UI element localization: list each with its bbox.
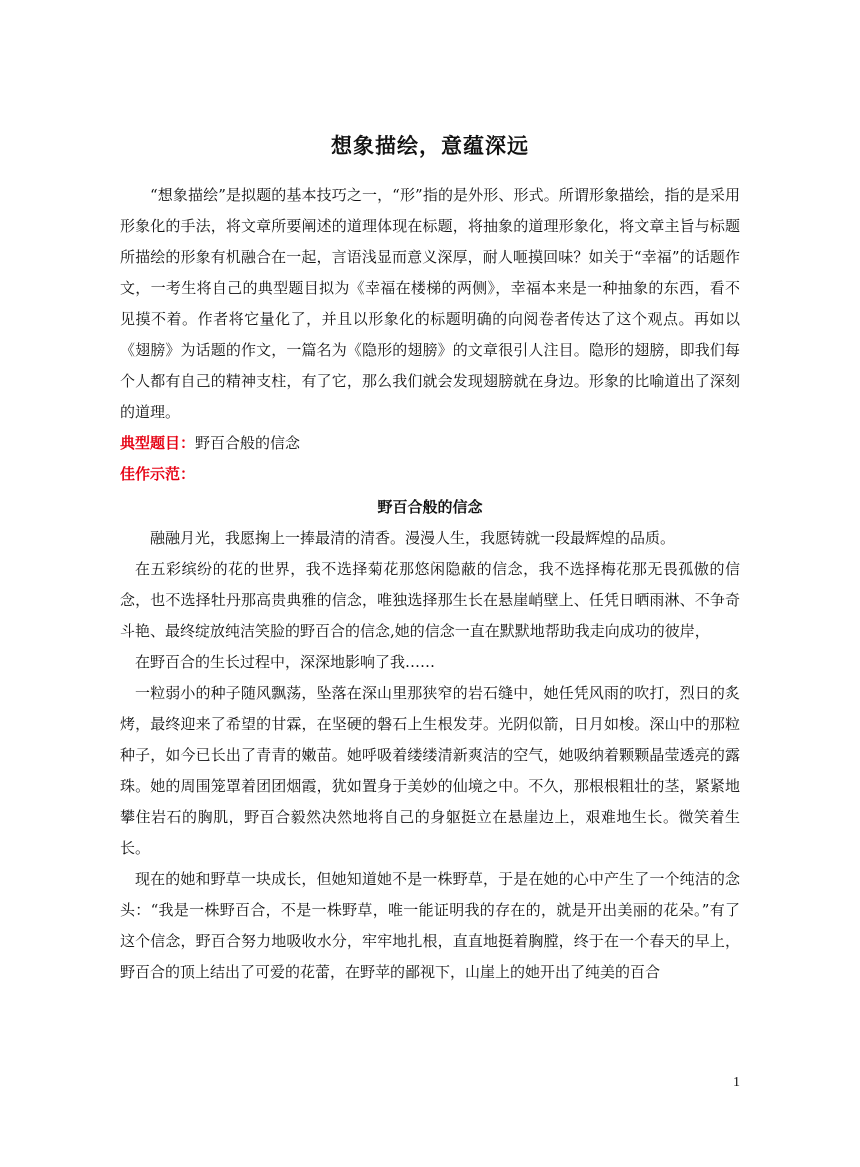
- essay-paragraph-2: 在五彩缤纷的花的世界，我不选择菊花那悠闲隐蔽的信念，我不选择梅花那无畏孤傲的信念，也不选择牡丹那高贵典雅的信念，唯独选择那生长在悬崖峭壁上、任凭日晒雨淋、不争奇斗艳、最终绽放纯洁笑脸的野百合的信念,她的信念一直在默默地帮助我走向成功的彼岸，: [120, 560, 740, 640]
- page-title: 想象描绘，意蕴深远: [331, 134, 529, 158]
- example-label: 佳作示范：: [120, 465, 196, 483]
- typical-topic-label: 典型题目：: [120, 434, 196, 452]
- document-body: [120, 128, 740, 988]
- intro-paragraph: “想象描绘”是拟题的基本技巧之一，“形”指的是外形、形式。所谓形象描绘，指的是采用形象化的手法，将文章所要阐述的道理体现在标题，将抽象的道理形象化，将文章主旨与标题所描绘的形象有机融合在一起，言语浅显而意义深厚，耐人咂摸回味？如关于“幸福”的话题作文，一考生将自己的典型题目拟为《幸福在楼梯的两侧》，幸福本来是一种抽象的东西，看不见摸不着。作者将它量化了，并且以形象化的标题明确的向阅卷者传达了这个观点。再如以《翅膀》为话题的作文，一篇名为《隐形的翅膀》的文章很引人注目。隐形的翅膀，即我们每个人都有自己的精神支柱，有了它，那么我们就会发现翅膀就在身边。形象的比喻道出了深刻的道理。: [120, 186, 740, 421]
- essay-title: 野百合般的信念: [377, 498, 483, 516]
- example-line: [120, 459, 740, 490]
- essay-paragraph-3: 在野百合的生长过程中，深深地影响了我……: [135, 653, 436, 671]
- essay-paragraph-5: 现在的她和野草一块成长，但她知道她不是一株野草，于是在她的心中产生了一个纯洁的念头：“我是一株野百合，不是一株野草，唯一能证明我的存在的，就是开出美丽的花朵。”有了这个信念，野百合努力地吸收水分，牢牢地扎根，直直地挺着胸膛，终于在一个春天的早上，野百合的顶上结出了可爱的花蕾，在野苹的鄙视下，山崖上的她开出了纯美的百合: [120, 870, 740, 981]
- page-number: 1: [733, 1075, 740, 1090]
- typical-topic-value: 野百合般的信念: [195, 434, 301, 452]
- essay-paragraph-1: 融融月光，我愿掬上一捧最清的清香。漫漫人生，我愿铸就一段最辉煌的品质。: [150, 529, 676, 547]
- essay-paragraph-4: 一粒弱小的种子随风飘荡，坠落在深山里那狭窄的岩石缝中，她任凭风雨的吹打，烈日的炙烤，最终迎来了希望的甘霖，在坚硬的磐石上生根发芽。光阴似箭，日月如梭。深山中的那粒种子，如今已长出了青青的嫩苗。她呼吸着缕缕清新爽洁的空气，她吸纳着颗颗晶莹透亮的露珠。她的周围笼罩着团团烟霞，犹如置身于美妙的仙境之中。不久，那根根粗壮的茎，紧紧地攀住岩石的胸肌，野百合毅然决然地将自己的身躯挺立在悬崖边上，艰难地生长。微笑着生长。: [120, 684, 740, 857]
- typical-topic-line: [120, 428, 740, 459]
